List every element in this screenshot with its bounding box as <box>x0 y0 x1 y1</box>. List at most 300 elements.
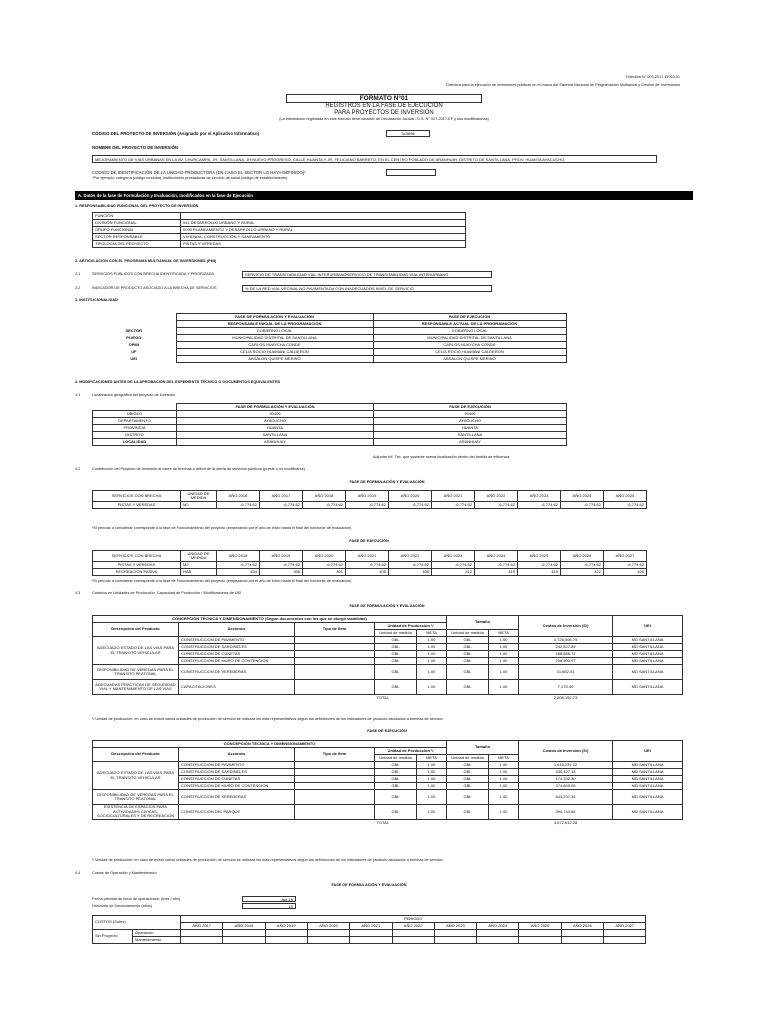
table-row <box>93 220 466 227</box>
table-cell: -6,774.62 <box>217 562 260 569</box>
table-cell: Acciones <box>179 748 295 762</box>
table-row <box>93 651 683 658</box>
table-cell: 335,427.13 <box>519 769 613 776</box>
table-cell: LOCALIDAD <box>93 439 177 446</box>
table-cell <box>92 314 176 321</box>
s43-fe-title: FASE DE FORMULACIÓN Y EVALUACIÓN <box>349 604 425 608</box>
table-cell: GBL <box>447 783 489 790</box>
table-cell: 458,868.72 <box>519 651 613 658</box>
table-cell: AÑO 2022 <box>392 923 434 930</box>
table-cell: Tamaño <box>447 741 519 755</box>
table-cell: 0090 PLANEAMIENTO Y DESARROLLO URBANO Y RURAL <box>181 227 466 234</box>
table-cell: AÑO 2022 <box>475 491 518 502</box>
table-cell: AÑO 2024 <box>477 923 519 930</box>
table-cell: 1.00 <box>489 805 519 820</box>
table-cell: AÑO 2019 <box>346 491 389 502</box>
table-cell <box>295 637 375 644</box>
table-cell: 1.00 <box>489 762 519 769</box>
table-cell: GBL <box>375 644 417 651</box>
table-cell: MD SANTILLANA <box>613 805 683 820</box>
table-cell: -6,774.62 <box>475 562 518 569</box>
table-cell: 1,618,231.12 <box>519 762 613 769</box>
table-cell: AÑO 2026 <box>561 923 603 930</box>
table-cell: HUANTA <box>177 425 374 432</box>
table-cell: 242,827.89 <box>519 644 613 651</box>
table-row <box>93 783 683 790</box>
table-cell <box>93 820 375 827</box>
table-cell: GBL <box>447 790 489 805</box>
table-cell: -6,774.62 <box>518 502 561 509</box>
table-cell: 3,672,612.28 <box>553 819 578 825</box>
table-cell: -6,774.62 <box>260 562 303 569</box>
table-cell: 426 <box>604 569 647 576</box>
table-cell: -6,774.62 <box>346 502 389 509</box>
table-cell: ABSALON QUISPE MERINO <box>176 356 373 363</box>
table-cell: 1.00 <box>489 665 519 680</box>
table-row <box>93 227 466 234</box>
table-cell: MUNICIPALIDAD DISTRITAL DE SANTILLANA <box>176 335 373 342</box>
table-cell: AYACUCHO <box>177 418 374 425</box>
table-cell <box>561 930 603 937</box>
table-cell: SECTOR <box>125 327 143 333</box>
s2-2-value: % DE LA RED VIAL VECINAL NO PAVIMENTADA CON INADECUADOS NIVEL DE SERVICIO <box>242 285 492 292</box>
table-cell: GBL <box>447 769 489 776</box>
table-cell: AÑO 2017 <box>181 923 223 930</box>
table-cell: 1.00 <box>417 776 447 783</box>
table-cell: Tipo de Ítem <box>295 623 375 637</box>
table-cell <box>350 930 392 937</box>
table-row <box>92 349 566 356</box>
table-cell: MD SANTILLANA <box>613 658 683 665</box>
table-cell: Descripción del Producto <box>93 623 179 637</box>
table-cell: 31,662.01 <box>519 665 613 680</box>
table-cell: CONSTRUCCION DE SARDINELES <box>179 769 295 776</box>
table-cell: CARLOS HUAYCHA CONDE <box>373 342 566 349</box>
table-cell: UEI <box>613 741 683 762</box>
table-cell: AÑO 2027 <box>604 551 647 562</box>
table-cell: 174,332.30 <box>519 776 613 783</box>
table-cell: -6,774.62 <box>389 502 432 509</box>
table-cell: -6,774.62 <box>346 562 389 569</box>
table-cell: AÑO 2020 <box>389 491 432 502</box>
table-row <box>93 658 683 665</box>
table-cell: -6,774.62 <box>432 562 475 569</box>
table-cell: 412 <box>432 569 475 576</box>
table-row <box>93 644 683 651</box>
table-cell: GBL <box>447 665 489 680</box>
table-cell: AÑO 2023 <box>518 491 561 502</box>
table-cell <box>561 937 603 944</box>
table-cell: AÑO 2026 <box>561 551 604 562</box>
s43-ej-title: FASE DE EJECUCIÓN <box>367 729 407 733</box>
table-cell: GBL <box>447 680 489 695</box>
table-cell: -6,774.62 <box>303 562 346 569</box>
table-row <box>93 769 683 776</box>
s42-ej-title: FASE DE EJECUCIÓN <box>349 539 389 543</box>
nombre-value: MEJORAMIENTO DE VIAS URBANAS EN LA AV. CHURCAMPA, JR. SANTILLANA, JR.NUEVO PROGRESO, CALLE HUANTA Y JR. FELICIANO BARRETO, EN EL CENTRO POBLADO DE ARANHUAY, DISTRITO DE SANTILLANA, PROV. HUANTA AYACUCHO <box>92 155 657 163</box>
table-cell: AÑO 2016 <box>217 491 260 502</box>
table-cell <box>613 820 683 827</box>
section-a-bar: A. Datos de la fase de Formulación y Evaluación, modificados en la fase de Ejecución <box>75 191 693 200</box>
table-cell: AÑO 2021 <box>432 491 475 502</box>
table-cell <box>223 937 265 944</box>
table-cell: 1.00 <box>489 790 519 805</box>
codigo-uf-label: CODIGO DE IDENTIFICACIÓN DE LA UNIDAD PRODUCTORA (EN CASO EL SECTOR LO HAYA DEFINIDO)* <box>92 170 306 175</box>
table-cell: -6,774.62 <box>604 562 647 569</box>
table-cell: CONSTRUCCION DE VEREDERAS <box>179 665 295 680</box>
table-cell: OPMI <box>128 341 139 347</box>
table-row <box>93 937 646 944</box>
table-cell: HAB <box>181 569 217 576</box>
table-cell: Costos de Inversión (S/) <box>519 616 613 637</box>
table-cell: DIVISIÓN FUNCIONAL <box>93 220 181 227</box>
title-line-2: PARA PROYECTOS DE INVERSIÓN <box>334 110 434 116</box>
table-cell: CELIA ROCIO HUAMANI CALDERON <box>176 349 373 356</box>
table-cell: Costos de Inversión (S/) <box>519 741 613 762</box>
table-cell: CELIA ROCIO HUAMANI CALDERON <box>373 349 566 356</box>
codigo-value: 343898 <box>386 130 430 137</box>
table-cell: GBL <box>375 776 417 783</box>
s44-fecha-value: Jan-19 <box>242 896 296 902</box>
table-cell: UEI <box>130 355 138 361</box>
table-cell: 1.00 <box>417 665 447 680</box>
s1-table <box>92 212 466 248</box>
table-cell: GBL <box>375 790 417 805</box>
table-cell: GBL <box>375 680 417 695</box>
table-cell: GBL <box>447 644 489 651</box>
table-cell <box>603 930 645 937</box>
s44-label: Costos de Operación y Mantenimiento <box>92 871 157 875</box>
s2-2-num: 2.2 <box>75 286 81 290</box>
table-row <box>93 805 683 820</box>
table-cell: 1.00 <box>489 776 519 783</box>
table-cell: 405 <box>346 569 389 576</box>
table-row <box>93 680 683 695</box>
s42-num: 4.2 <box>75 467 81 471</box>
table-cell: SERVICIOS CON BRECHA <box>93 551 181 562</box>
table-cell: PROVINCIA <box>93 425 177 432</box>
table-cell: 1.00 <box>417 805 447 820</box>
s41-note: Adjuntar Inf. Téc. que sustente nueva localización dentro del ámbito de influencia <box>373 455 510 459</box>
table-row <box>93 418 567 425</box>
table-row <box>93 637 683 644</box>
table-cell: -6,774.62 <box>475 502 518 509</box>
s44-table <box>92 915 646 944</box>
declaracion-note: (La información registrada en este formato tiene carácter de Declaración Jurada - D.S. N° 027-2017-EF y sus modificatorias) <box>279 117 489 121</box>
table-cell: DEPARTAMENTO <box>93 418 177 425</box>
table-cell: 50406 <box>374 411 567 418</box>
table-cell: MD SANTILLANA <box>613 665 683 680</box>
table-cell: PISTAS Y VEREDAS <box>93 562 181 569</box>
table-cell: 419 <box>518 569 561 576</box>
s2-1-num: 2.1 <box>75 272 81 276</box>
table-cell: 1.00 <box>489 644 519 651</box>
table-cell: 041 DESARROLLO URBANO Y RURAL <box>181 220 466 227</box>
table-cell: -6,774.62 <box>604 502 647 509</box>
table-row <box>93 776 683 783</box>
table-cell: CONSTRUCCION DE VEREDERAS <box>179 790 295 805</box>
table-cell: GBL <box>375 805 417 820</box>
table-row <box>93 562 647 569</box>
table-row <box>93 241 466 248</box>
s42-ej-note: *El período a considerar corresponde a la fase de Funcionamiento del proyecto (empezando por el año de inicio hasta el final del horizonte de evaluación) <box>92 579 352 583</box>
table-cell: 1.00 <box>417 658 447 665</box>
table-cell: GBL <box>375 769 417 776</box>
table-cell: Unidad de Producción ¹/ <box>375 623 447 630</box>
table-cell: SECTOR RESPONSABLE <box>93 234 181 241</box>
table-cell: 1.00 <box>417 769 447 776</box>
table-cell: 398 <box>260 569 303 576</box>
table-cell: Unidad de medida <box>375 630 417 637</box>
directiva-ref: Directiva N° 003-2017-EF/63.01 <box>626 75 680 79</box>
table-cell: GBL <box>447 658 489 665</box>
table-cell: GBL <box>447 651 489 658</box>
table-cell: 2,806,152.73 <box>553 694 578 700</box>
table-cell: CONSTRUCCION DE CUNETAS <box>179 651 295 658</box>
table-cell: META <box>489 755 519 762</box>
table-cell: Acciones <box>179 623 295 637</box>
table-cell <box>223 930 265 937</box>
table-cell: UF <box>131 348 137 354</box>
table-cell: SANTILLANA <box>374 432 567 439</box>
table-cell: AÑO 2020 <box>303 551 346 562</box>
table-cell: GBL <box>447 637 489 644</box>
s43-label: Cambios en Unidades de Producción, Capacidad de Producción / Modificaciones de UEI <box>92 591 242 595</box>
s2-2-label: INDICADOR DE PRODUCTO ASOCIADO A LA BRECHA DE SERVICIOS <box>92 286 217 290</box>
table-total-row <box>93 695 683 702</box>
table-cell <box>295 658 375 665</box>
table-cell: -6,774.62 <box>432 502 475 509</box>
table-row <box>93 213 466 220</box>
table-header-row <box>93 491 647 502</box>
table-cell: AÑO 2023 <box>432 551 475 562</box>
table-cell: HUANTA <box>374 425 567 432</box>
table-cell: EXISTENCIA DE ESPACIOS PARA ACTIVIDADES CIVICAS, SOCIOCULTURALES Y DE RECREACION <box>93 805 179 820</box>
table-cell: PISTAS Y VEREDAS <box>93 502 181 509</box>
table-cell: FASE DE EJECUCIÓN <box>373 314 566 321</box>
formato-title: FORMATO N°01 <box>286 94 482 103</box>
table-cell <box>295 665 375 680</box>
table-cell: FUNCIÓN <box>93 213 181 220</box>
table-cell: AÑO 2017 <box>260 491 303 502</box>
s42-fe-title: FASE DE FORMULACIÓN Y EVALUACIÓN <box>349 480 425 484</box>
table-row <box>92 342 566 349</box>
table-cell: FASE DE FORMULACIÓN Y EVALUACIÓN <box>176 314 373 321</box>
table-cell: MD SANTILLANA <box>613 762 683 769</box>
table-cell <box>434 930 476 937</box>
table-row <box>93 665 683 680</box>
table-cell: CONSTRUCCION DEL PARQUE <box>179 805 295 820</box>
s41-table <box>92 403 567 446</box>
table-cell <box>93 695 375 702</box>
table-cell: ADECUADO ESTADO DE LAS VIAS PARA EL TRANSITO VEHICULAR <box>93 762 179 790</box>
table-cell: UEI <box>613 616 683 637</box>
table-cell <box>295 776 375 783</box>
table-cell: UBIGEO <box>93 411 177 418</box>
table-cell: AÑO 2024 <box>561 491 604 502</box>
table-cell: GOBIERNO LOCAL <box>176 328 373 335</box>
table-cell: CONSTRUCCION DE PAVIMENTO <box>179 762 295 769</box>
table-cell: META <box>489 630 519 637</box>
table-row <box>92 335 566 342</box>
table-cell: GBL <box>375 665 417 680</box>
table-row <box>93 502 647 509</box>
table-cell: COSTOS (Soles) <box>93 916 181 930</box>
s42-ej-table <box>92 550 647 576</box>
table-cell: DISPONIBILIDAD DE VEREDAS PARA EL TRANSITO PEATONAL <box>93 790 179 805</box>
table-cell: M2 <box>181 502 217 509</box>
table-cell: MD SANTILLANA <box>613 776 683 783</box>
s2-1-label: SERVICIOS PÚBLICOS CON BRECHA IDENTIFICADA Y PRIORIZADA <box>92 272 214 276</box>
table-cell: GBL <box>375 762 417 769</box>
table-cell: PERIODO <box>181 916 646 923</box>
table-cell: Descripción del Producto <box>93 748 179 762</box>
table-cell: Sin Proyecto <box>93 930 133 944</box>
table-row <box>93 411 567 418</box>
table-cell <box>295 644 375 651</box>
table-cell <box>295 805 375 820</box>
s3-table <box>92 313 567 363</box>
table-cell: TIPOLOGÍA DEL PROYECTO <box>93 241 181 248</box>
table-cell: 1.00 <box>417 783 447 790</box>
table-cell: MD SANTILLANA <box>613 769 683 776</box>
table-cell <box>434 937 476 944</box>
table-cell <box>519 937 561 944</box>
table-cell: GRUPO FUNCIONAL <box>93 227 181 234</box>
table-cell: 1.00 <box>417 637 447 644</box>
codigo-label: CÓDIGO DEL PROYECTO DE INVERSIÓN (Asignado por el Aplicativo Informático) <box>92 131 260 136</box>
table-cell: AÑO 2022 <box>389 551 432 562</box>
s44-num: 4.4 <box>75 871 81 875</box>
table-cell: 1.00 <box>417 762 447 769</box>
table-cell <box>265 937 307 944</box>
table-cell: 408 <box>389 569 432 576</box>
table-cell: 1.00 <box>417 680 447 695</box>
table-cell: AÑO 2018 <box>223 923 265 930</box>
table-cell <box>350 937 392 944</box>
table-cell: 374,849.05 <box>519 783 613 790</box>
s41-num: 4.1 <box>75 393 81 397</box>
table-cell <box>295 783 375 790</box>
table-cell: 1.00 <box>417 790 447 805</box>
table-cell: AÑO 2024 <box>475 551 518 562</box>
table-cell: GBL <box>375 658 417 665</box>
table-cell: -6,774.62 <box>561 502 604 509</box>
table-cell <box>181 213 466 220</box>
table-cell: FASE DE FORMULACIÓN Y EVALUACIÓN <box>177 404 374 411</box>
codigo-uf-field <box>386 169 436 176</box>
codigo-uf-note: *Por ejemplo: categoría (código modular), instituciones prestadoras de servicio de salud (código de establecimiento) <box>92 176 288 180</box>
table-cell: 1.00 <box>417 644 447 651</box>
table-cell: CONSTRUCCION DE PAVIMENTO <box>179 637 295 644</box>
table-cell: CONCEPCIÓN TÉCNICA Y DIMENSIONAMIENTO (Según documentos con los que se otorgó viabilidad) <box>93 616 447 623</box>
table-cell: GBL <box>375 783 417 790</box>
table-row <box>92 356 566 363</box>
table-cell: 1.00 <box>489 783 519 790</box>
table-cell <box>307 930 349 937</box>
table-cell: GBL <box>447 805 489 820</box>
table-cell: 1.00 <box>489 769 519 776</box>
s42-fe-note: *El período a considerar corresponde a la fase de Funcionamiento del proyecto (empezando por el año de inicio hasta el final del horizonte de evaluación) <box>92 526 352 530</box>
table-cell: UNIDAD DE MEDIDA <box>181 551 217 562</box>
table-cell <box>181 930 223 937</box>
table-cell: AÑO 2025 <box>604 491 647 502</box>
table-header-row <box>93 741 683 748</box>
table-cell: -6,774.62 <box>518 562 561 569</box>
table-cell <box>295 762 375 769</box>
table-header-row <box>93 616 683 623</box>
table-cell <box>295 651 375 658</box>
table-cell <box>392 930 434 937</box>
table-cell: AÑO 2020 <box>307 923 349 930</box>
table-cell: ADECUADO ESTADO DE LAS VIAS PARA EL TRANSITO VEHICULAR <box>93 637 179 665</box>
s1-title: 1. RESPONSABILIDAD FUNCIONAL DEL PROYECTO DE INVERSIÓN <box>75 204 199 208</box>
table-cell: ARANHUAY <box>374 439 567 446</box>
table-cell: CONSTRUCCION DE SARDINELES <box>179 644 295 651</box>
table-cell: ADECUADAS PRACTICAS DE SEGURIDAD VIAL Y MANTENIMIENTO DE LAS VIAS <box>93 680 179 695</box>
table-cell: Unidad de Producción ¹/ <box>375 748 447 755</box>
s43-num: 4.3 <box>75 591 81 595</box>
table-cell: AYACUCHO <box>374 418 567 425</box>
table-cell: AÑO 2027 <box>603 923 645 930</box>
table-cell: MUNICIPALIDAD DISTRITAL DE SANTILLANA <box>373 335 566 342</box>
table-cell: Unidad de medida <box>447 755 489 762</box>
table-cell: GOBIERNO LOCAL <box>373 328 566 335</box>
table-cell: CONSTRUCCION DE CUNETAS <box>179 776 295 783</box>
table-cell <box>477 930 519 937</box>
table-row <box>93 234 466 241</box>
table-cell: RESPONSABLE ACTUAL DE LA PROGRAMACIÓN <box>373 321 566 328</box>
table-cell <box>613 695 683 702</box>
table-cell: GBL <box>447 776 489 783</box>
table-cell: CONCEPCIÓN TÉCNICA Y DIMENSIONAMIENTO <box>93 741 447 748</box>
s41-label: Localización geográfica del proyecto de inversión <box>92 393 175 397</box>
table-cell: CAPACITACIONES <box>179 680 295 695</box>
table-cell: Unidad de medida <box>447 630 489 637</box>
table-cell: M2 <box>181 562 217 569</box>
table-cell: MD SANTILLANA <box>613 644 683 651</box>
table-cell <box>93 404 177 411</box>
table-row <box>93 762 683 769</box>
table-cell: 415 <box>475 569 518 576</box>
table-cell: VIVIENDA, CONSTRUCCIÓN Y SANEAMIENTO <box>181 234 466 241</box>
s3-title: 3. INSTITUCIONALIDAD <box>75 298 118 302</box>
s2-title: 2. ARTICULACIÓN CON EL PROGRAMA MULTIANUAL DE INVERSIONES (PMI) <box>75 259 217 263</box>
table-cell: 422 <box>561 569 604 576</box>
table-cell: -6,774.62 <box>389 562 432 569</box>
table-row <box>93 930 646 937</box>
table-cell: RECREACION PASIVA <box>93 569 181 576</box>
table-cell: ARANHUAY <box>177 439 374 446</box>
table-cell: Mantenimiento <box>133 937 181 944</box>
table-cell: -6,774.62 <box>303 502 346 509</box>
table-cell <box>392 937 434 944</box>
table-cell: DISTRITO <box>93 432 177 439</box>
table-cell: FASE DE EJECUCIÓN <box>374 404 567 411</box>
s2-1-value: SERVICIO DE TRANSITABILIDAD VIAL INTERURBANOSERVICIO DE TRANSITABILIDAD VIAL INTERURBANO <box>242 271 492 278</box>
s44-title: FASE DE FORMULACIÓN Y EVALUACIÓN <box>331 883 407 887</box>
s42-label: Contribución del Proyecto de Inversión al cierre de brechas a déficit de la oferta de servicios públicos (puede o no modificarse) <box>92 467 305 471</box>
table-cell: MD SANTILLANA <box>613 637 683 644</box>
table-cell: MD SANTILLANA <box>613 680 683 695</box>
table-cell <box>307 937 349 944</box>
s44-horizonte-label: Horizonte de funcionamiento (años) <box>92 904 153 908</box>
table-cell: 1.00 <box>489 651 519 658</box>
table-cell: AÑO 2019 <box>260 551 303 562</box>
table-header-row <box>93 551 647 562</box>
table-cell: MD SANTILLANA <box>613 790 683 805</box>
table-cell: META <box>417 630 447 637</box>
